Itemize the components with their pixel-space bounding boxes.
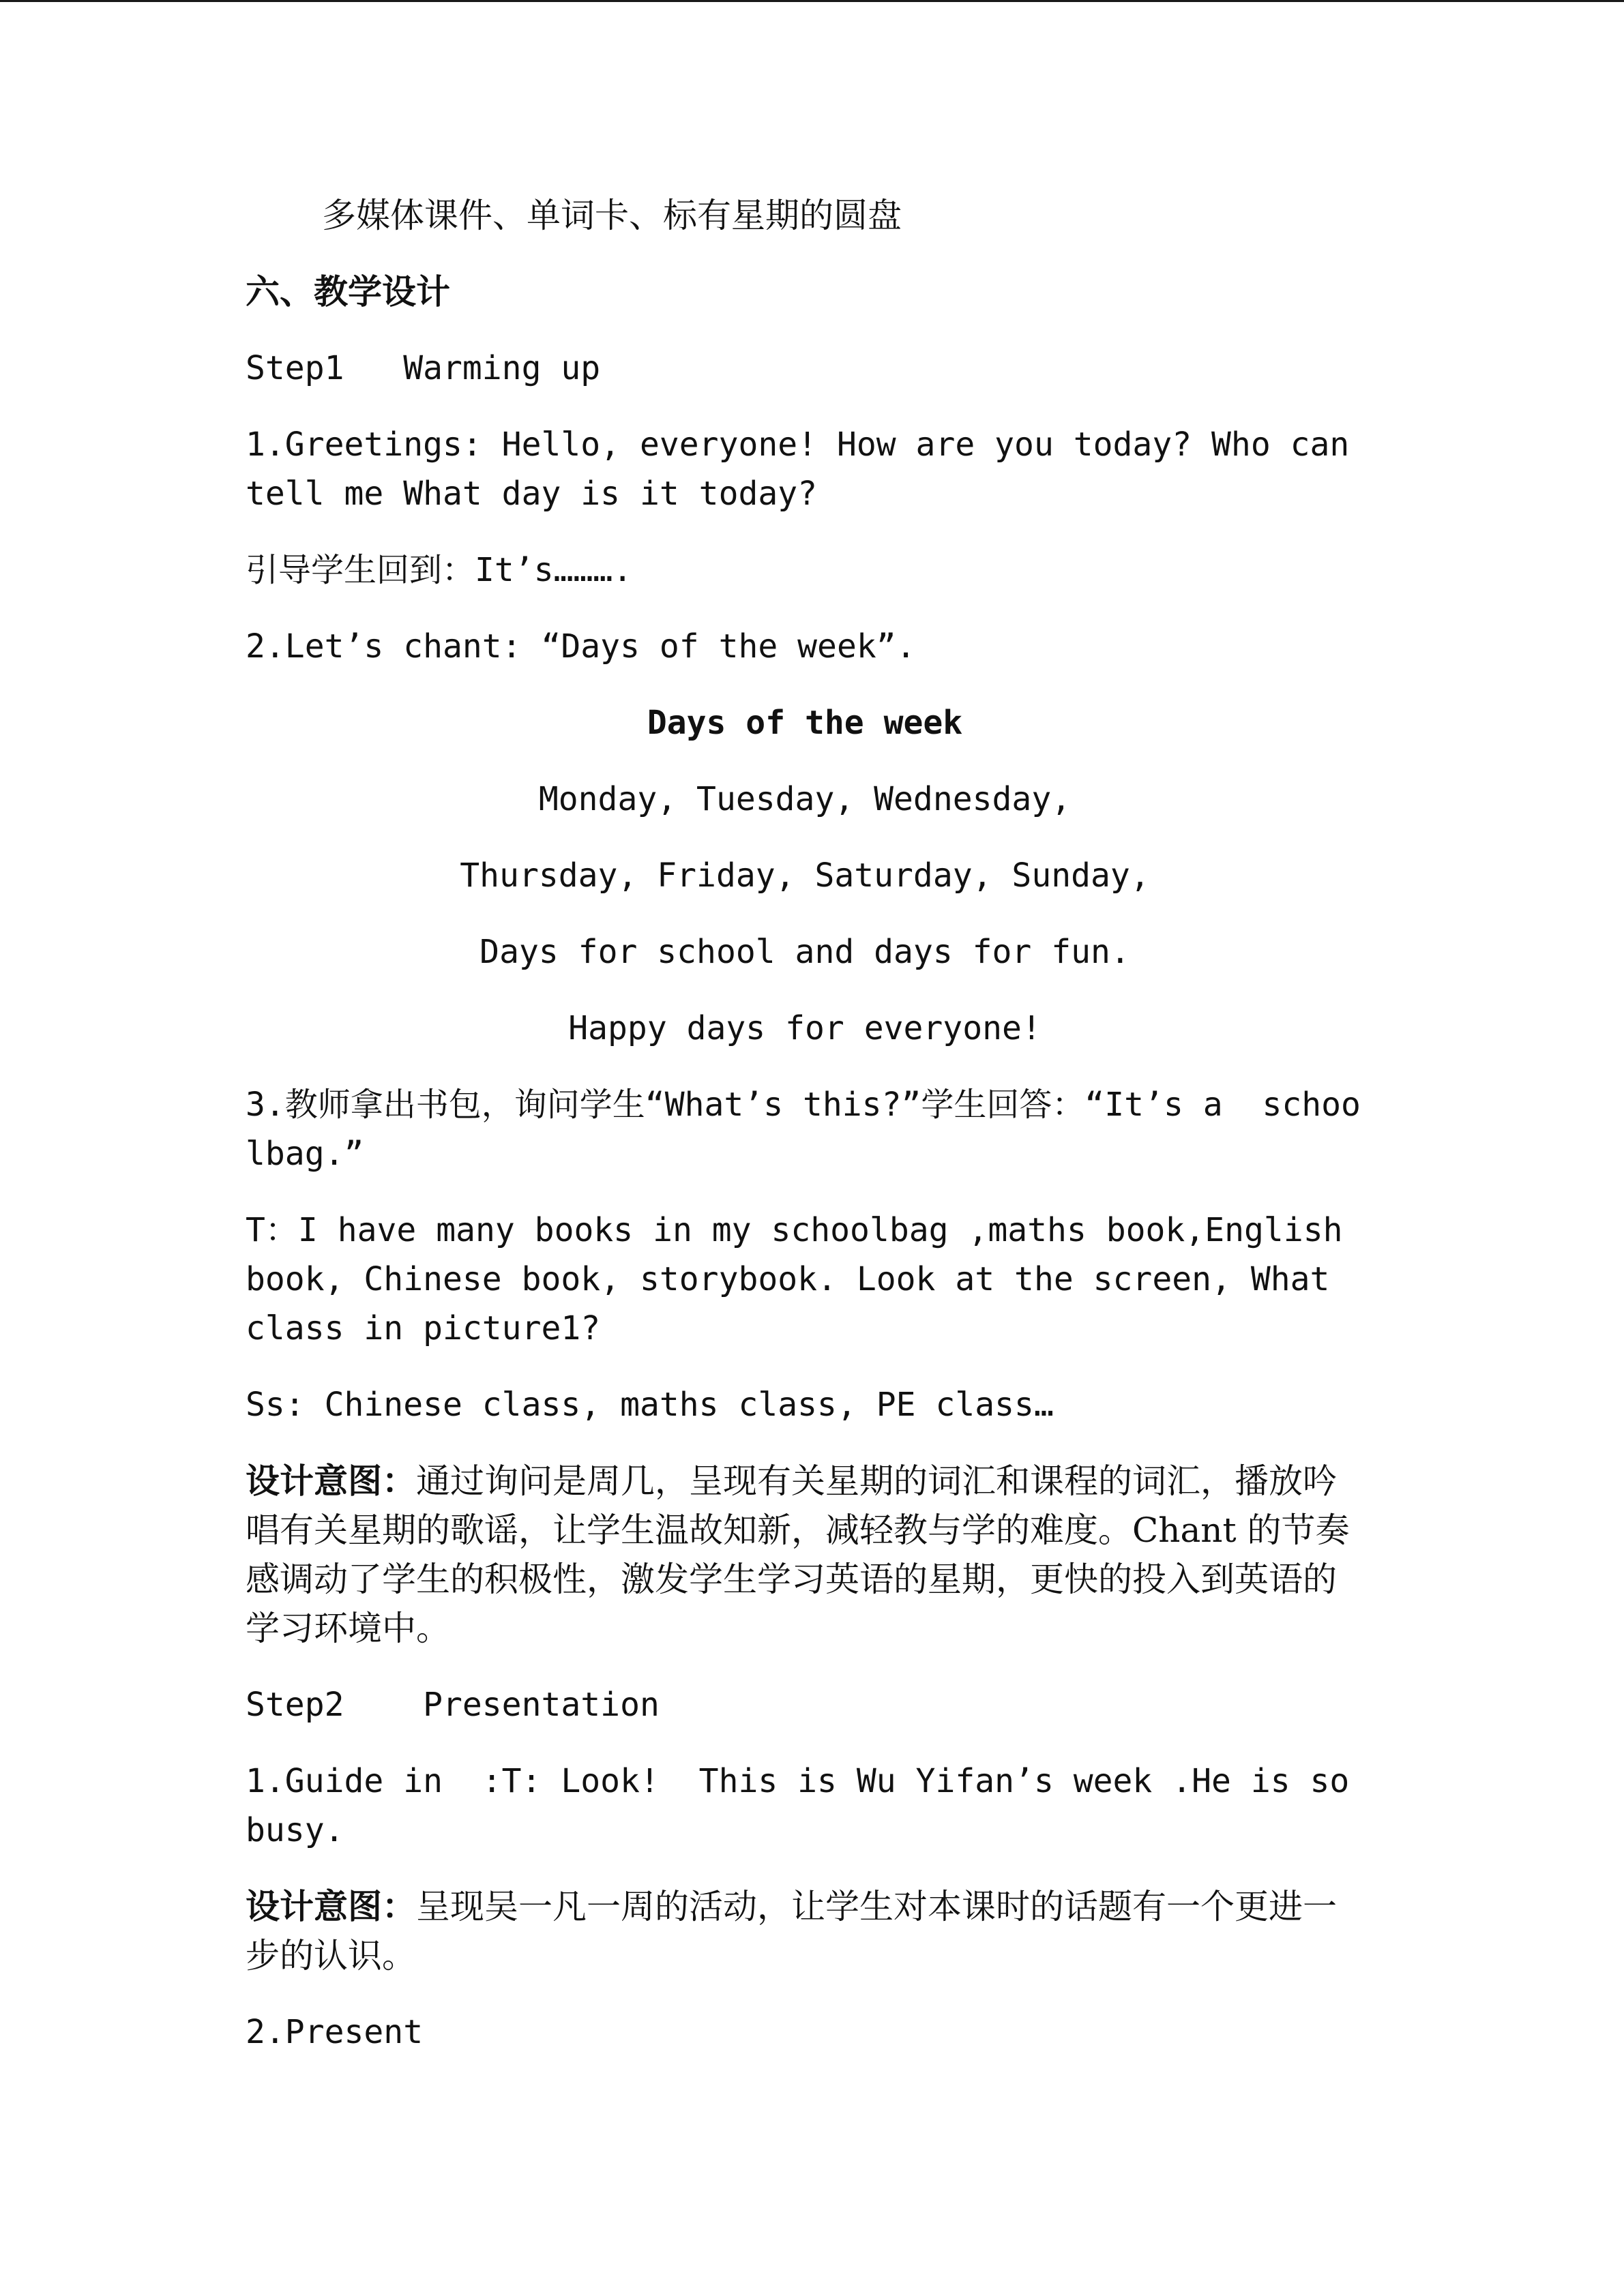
chant-intro-line: 2.Let’s chant: “Days of the week”. — [246, 627, 916, 666]
guide-answer-line: 引导学生回到：It’s………. — [246, 551, 633, 589]
chant-line: Monday, Tuesday, Wednesday, — [538, 780, 1072, 818]
guide-in-line: 1.Guide in :T: Look! This is Wu Yifan’s week .He is so busy. — [246, 1762, 1370, 1849]
teacher-line: T：I have many books in my schoolbag ,maths book,English book, Chinese book, storybook. Look at the screen, What class in picture1? — [246, 1211, 1363, 1347]
chant-line: Happy days for everyone! — [568, 1009, 1042, 1047]
design-intent-label: 设计意图： — [246, 1886, 416, 1926]
document-page — [246, 191, 1370, 2084]
students-line: Ss: Chinese class, maths class, PE class… — [246, 1386, 1054, 1424]
design-intent-text: 呈现吴一凡一周的活动，让学生对本课时的话题有一个更进一步的认识。 — [246, 1887, 1337, 1976]
design-intent-text: 通过询问是周几，呈现有关星期的词汇和课程的词汇，播放吟唱有关星期的歌谣，让学生温故知新，减轻教与学的难度。Chant 的节奏感调动了学生的积极性，激发学生学习英语的星期，更快的投入到英语的学习环境中。 — [246, 1461, 1350, 1648]
materials-line: 多媒体课件、单词卡、标有星期的圆盘 — [322, 196, 902, 235]
schoolbag-item: 3.教师拿出书包，询问学生“What’s this?”学生回答：“It’s a schoolbag.” — [246, 1086, 1361, 1173]
design-intent-label: 设计意图： — [246, 1461, 416, 1501]
chant-line: Days for school and days for fun. — [479, 933, 1130, 971]
design-intent-paragraph — [246, 1882, 1364, 1980]
top-border-line — [0, 0, 1624, 2]
step2-title: Step2 Presentation — [246, 1686, 660, 1724]
greetings-line: 1.Greetings: Hello, everyone! How are you today? Who can tell me What day is it today? — [246, 426, 1370, 513]
section-heading: 六、教学设计 — [246, 271, 450, 312]
chant-title: Days of the week — [647, 704, 963, 742]
design-intent-paragraph — [246, 1457, 1364, 1653]
chant-line: Thursday, Friday, Saturday, Sunday, — [460, 856, 1150, 895]
present-line: 2.Present — [246, 2013, 424, 2051]
step1-title: Step1 Warming up — [246, 349, 601, 387]
